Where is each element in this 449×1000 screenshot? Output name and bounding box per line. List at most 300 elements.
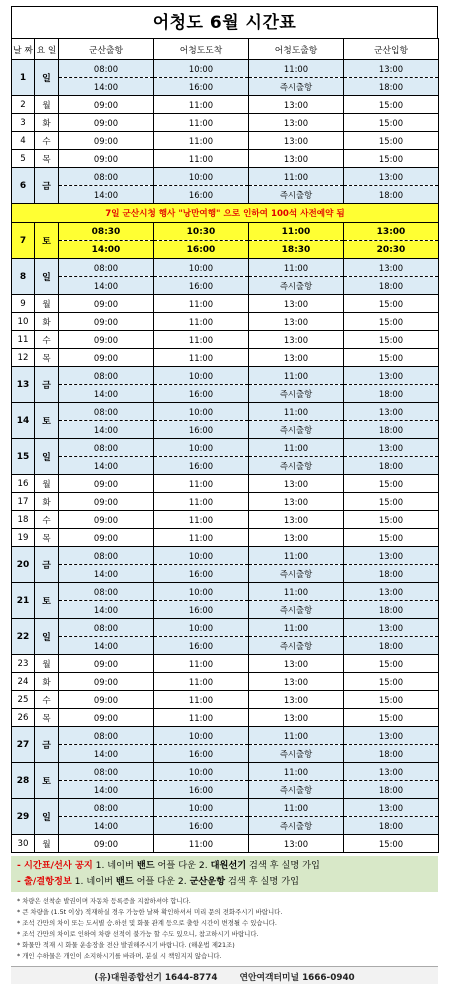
gunsan-depart-time: 08:00 — [59, 727, 154, 745]
eocheongdo-depart-time: 즉시출항 — [249, 457, 344, 475]
promo-band-name: 대원선기 — [210, 860, 247, 871]
promo-text: 검색 후 실명 가입 — [246, 860, 320, 871]
eocheongdo-depart-time: 13:00 — [249, 475, 344, 493]
eocheongdo-arrive-time: 16:00 — [154, 781, 249, 799]
weekday-cell: 금 — [35, 168, 59, 204]
day-cell: 22 — [12, 619, 35, 655]
table-row — [12, 367, 439, 385]
weekday-cell: 토 — [35, 763, 59, 799]
eocheongdo-depart-time: 11:00 — [249, 367, 344, 385]
day-cell: 28 — [12, 763, 35, 799]
table-row — [12, 709, 439, 727]
eocheongdo-arrive-time: 11:00 — [154, 295, 249, 313]
gunsan-arrive-time: 18:00 — [344, 565, 439, 583]
eocheongdo-arrive-time: 10:00 — [154, 727, 249, 745]
table-row — [12, 313, 439, 331]
weekday-cell: 화 — [35, 313, 59, 331]
eocheongdo-arrive-time: 10:00 — [154, 60, 249, 78]
eocheongdo-depart-time: 11:00 — [249, 168, 344, 186]
eocheongdo-depart-time: 13:00 — [249, 511, 344, 529]
eocheongdo-depart-time: 13:00 — [249, 132, 344, 150]
day-cell: 29 — [12, 799, 35, 835]
gunsan-arrive-time: 18:00 — [344, 277, 439, 295]
weekday-cell: 금 — [35, 547, 59, 583]
weekday-cell: 일 — [35, 439, 59, 475]
eocheongdo-arrive-time: 11:00 — [154, 96, 249, 114]
eocheongdo-arrive-time: 16:00 — [154, 817, 249, 835]
weekday-cell: 목 — [35, 709, 59, 727]
gunsan-depart-time: 09:00 — [59, 691, 154, 709]
day-cell: 13 — [12, 367, 35, 403]
weekday-cell: 수 — [35, 511, 59, 529]
day-cell: 4 — [12, 132, 35, 150]
note-line: * 개인 수하물은 개인이 소지하시기를 바라며, 분실 시 책임지지 않습니다. — [17, 952, 222, 960]
table-row — [12, 349, 439, 367]
eocheongdo-arrive-time: 11:00 — [154, 475, 249, 493]
table-row — [12, 583, 439, 601]
eocheongdo-arrive-time: 11:00 — [154, 691, 249, 709]
gunsan-depart-time: 09:00 — [59, 150, 154, 168]
gunsan-depart-time: 08:00 — [59, 403, 154, 421]
table-row — [12, 60, 439, 78]
gunsan-arrive-time: 18:00 — [344, 745, 439, 763]
day-cell: 18 — [12, 511, 35, 529]
weekday-cell: 목 — [35, 349, 59, 367]
eocheongdo-depart-time: 13:00 — [249, 313, 344, 331]
eocheongdo-depart-time: 11:00 — [249, 403, 344, 421]
table-row — [12, 781, 439, 799]
eocheongdo-depart-time: 13:00 — [249, 493, 344, 511]
note-line: * 차량은 선착순 발권이며 자동차 등록증을 지참하셔야 합니다. — [17, 897, 191, 905]
gunsan-depart-time: 14:00 — [59, 457, 154, 475]
table-row — [12, 150, 439, 168]
table-row — [12, 637, 439, 655]
gunsan-arrive-time: 15:00 — [344, 709, 439, 727]
day-cell: 30 — [12, 835, 35, 853]
note-line: * 큰 차량을 (1.5t 이상) 적재하실 경우 가능한 날짜 확인하셔서 미리 문의 전화주시기 바랍니다. — [17, 908, 283, 916]
gunsan-arrive-time: 15:00 — [344, 150, 439, 168]
eocheongdo-arrive-time: 11:00 — [154, 349, 249, 367]
weekday-cell: 목 — [35, 529, 59, 547]
note-line: * 조석 간만의 차이로 인하여 차량 선적이 불가능 할 수도 있으니, 참고하시기 바랍니다. — [17, 930, 259, 938]
day-cell: 11 — [12, 331, 35, 349]
weekday-cell: 토 — [35, 223, 59, 259]
eocheongdo-depart-time: 13:00 — [249, 709, 344, 727]
gunsan-depart-time: 14:00 — [59, 637, 154, 655]
day-cell: 26 — [12, 709, 35, 727]
weekday-cell: 일 — [35, 60, 59, 96]
eocheongdo-arrive-time: 16:00 — [154, 78, 249, 96]
eocheongdo-arrive-time: 10:00 — [154, 763, 249, 781]
gunsan-arrive-time: 18:00 — [344, 601, 439, 619]
eocheongdo-arrive-time: 10:00 — [154, 619, 249, 637]
weekday-cell: 토 — [35, 403, 59, 439]
gunsan-depart-time: 09:00 — [59, 493, 154, 511]
gunsan-depart-time: 09:00 — [59, 475, 154, 493]
gunsan-arrive-time: 15:00 — [344, 349, 439, 367]
weekday-cell: 월 — [35, 475, 59, 493]
weekday-cell: 월 — [35, 96, 59, 114]
day-cell: 23 — [12, 655, 35, 673]
gunsan-depart-time: 08:00 — [59, 763, 154, 781]
weekday-cell: 화 — [35, 493, 59, 511]
day-cell: 14 — [12, 403, 35, 439]
gunsan-arrive-time: 18:00 — [344, 637, 439, 655]
eocheongdo-arrive-time: 11:00 — [154, 835, 249, 853]
gunsan-depart-time: 08:00 — [59, 60, 154, 78]
table-row — [12, 727, 439, 745]
day-cell: 3 — [12, 114, 35, 132]
gunsan-arrive-time: 15:00 — [344, 475, 439, 493]
eocheongdo-arrive-time: 11:00 — [154, 511, 249, 529]
day-cell: 5 — [12, 150, 35, 168]
promo-text: 검색 후 실명 가입 — [225, 876, 299, 887]
eocheongdo-depart-time: 11:00 — [249, 763, 344, 781]
company-contact: (유)대원종합선기 1644-8774 — [94, 973, 218, 983]
table-row — [12, 601, 439, 619]
eocheongdo-depart-time: 13:00 — [249, 529, 344, 547]
gunsan-arrive-time: 18:00 — [344, 817, 439, 835]
table-header-row — [12, 39, 439, 60]
gunsan-depart-time: 09:00 — [59, 673, 154, 691]
table-row — [12, 691, 439, 709]
gunsan-depart-time: 14:00 — [59, 385, 154, 403]
table-row — [12, 529, 439, 547]
header-gunsan-arrive: 군산입항 — [344, 39, 439, 60]
day-cell: 8 — [12, 259, 35, 295]
gunsan-arrive-time: 15:00 — [344, 511, 439, 529]
gunsan-arrive-time: 15:00 — [344, 114, 439, 132]
gunsan-depart-time: 09:00 — [59, 709, 154, 727]
promo-label-status: - 출/결항정보 — [17, 876, 72, 887]
gunsan-arrive-time: 13:00 — [344, 168, 439, 186]
table-row — [12, 241, 439, 259]
gunsan-depart-time: 08:00 — [59, 619, 154, 637]
eocheongdo-arrive-time: 10:00 — [154, 168, 249, 186]
gunsan-arrive-time: 13:00 — [344, 259, 439, 277]
gunsan-arrive-time: 15:00 — [344, 691, 439, 709]
eocheongdo-depart-time: 13:00 — [249, 114, 344, 132]
eocheongdo-arrive-time: 10:00 — [154, 367, 249, 385]
table-row — [12, 547, 439, 565]
table-row — [12, 132, 439, 150]
gunsan-depart-time: 09:00 — [59, 132, 154, 150]
gunsan-depart-time: 09:00 — [59, 835, 154, 853]
eocheongdo-depart-time: 13:00 — [249, 655, 344, 673]
eocheongdo-depart-time: 즉시출항 — [249, 78, 344, 96]
eocheongdo-arrive-time: 11:00 — [154, 313, 249, 331]
gunsan-arrive-time: 13:00 — [344, 727, 439, 745]
table-row — [12, 763, 439, 781]
timetable — [11, 38, 439, 853]
gunsan-arrive-time: 15:00 — [344, 331, 439, 349]
gunsan-arrive-time: 15:00 — [344, 96, 439, 114]
gunsan-depart-time: 09:00 — [59, 331, 154, 349]
day-cell: 19 — [12, 529, 35, 547]
terminal-contact: 연안여객터미널 1666-0940 — [239, 973, 355, 983]
promo-line-schedule — [17, 858, 432, 874]
eocheongdo-depart-time: 18:30 — [249, 241, 344, 259]
eocheongdo-depart-time: 13:00 — [249, 331, 344, 349]
day-cell: 10 — [12, 313, 35, 331]
eocheongdo-arrive-time: 10:00 — [154, 439, 249, 457]
eocheongdo-depart-time: 즉시출항 — [249, 421, 344, 439]
eocheongdo-depart-time: 13:00 — [249, 295, 344, 313]
gunsan-depart-time: 09:00 — [59, 96, 154, 114]
table-row — [12, 817, 439, 835]
table-row — [12, 277, 439, 295]
table-row — [12, 168, 439, 186]
gunsan-arrive-time: 18:00 — [344, 457, 439, 475]
day-cell: 20 — [12, 547, 35, 583]
gunsan-depart-time: 09:00 — [59, 349, 154, 367]
eocheongdo-arrive-time: 11:00 — [154, 150, 249, 168]
notice-text: 7일 군산시청 행사 "낭만여행" 으로 인하여 100석 사전예약 됨 — [12, 204, 439, 223]
eocheongdo-depart-time: 즉시출항 — [249, 385, 344, 403]
eocheongdo-depart-time: 즉시출항 — [249, 186, 344, 204]
gunsan-depart-time: 09:00 — [59, 529, 154, 547]
weekday-cell: 수 — [35, 331, 59, 349]
weekday-cell: 수 — [35, 691, 59, 709]
eocheongdo-depart-time: 13:00 — [249, 349, 344, 367]
eocheongdo-arrive-time: 10:00 — [154, 259, 249, 277]
gunsan-depart-time: 09:00 — [59, 114, 154, 132]
promo-band: 밴드 — [115, 876, 134, 887]
eocheongdo-arrive-time: 16:00 — [154, 186, 249, 204]
day-cell: 7 — [12, 223, 35, 259]
table-row — [12, 673, 439, 691]
eocheongdo-arrive-time: 11:00 — [154, 331, 249, 349]
eocheongdo-arrive-time: 11:00 — [154, 529, 249, 547]
gunsan-arrive-time: 13:00 — [344, 60, 439, 78]
eocheongdo-depart-time: 13:00 — [249, 150, 344, 168]
timetable-body — [12, 60, 439, 853]
eocheongdo-depart-time: 13:00 — [249, 835, 344, 853]
gunsan-depart-time: 14:00 — [59, 817, 154, 835]
promo-box — [11, 856, 438, 892]
promo-label-schedule: - 시간표/선사 공지 — [17, 860, 93, 871]
eocheongdo-arrive-time: 16:00 — [154, 637, 249, 655]
gunsan-depart-time: 08:00 — [59, 583, 154, 601]
day-cell: 12 — [12, 349, 35, 367]
day-cell: 15 — [12, 439, 35, 475]
gunsan-arrive-time: 18:00 — [344, 421, 439, 439]
notes — [11, 896, 438, 962]
eocheongdo-arrive-time: 11:00 — [154, 493, 249, 511]
table-row — [12, 114, 439, 132]
table-row — [12, 457, 439, 475]
gunsan-depart-time: 09:00 — [59, 313, 154, 331]
eocheongdo-arrive-time: 10:00 — [154, 547, 249, 565]
gunsan-arrive-time: 13:00 — [344, 799, 439, 817]
eocheongdo-arrive-time: 11:00 — [154, 655, 249, 673]
day-cell: 25 — [12, 691, 35, 709]
table-row — [12, 655, 439, 673]
gunsan-arrive-time: 18:00 — [344, 385, 439, 403]
promo-text: 어플 다운 2. — [154, 860, 211, 871]
day-cell: 17 — [12, 493, 35, 511]
table-row — [12, 385, 439, 403]
table-row — [12, 223, 439, 241]
eocheongdo-arrive-time: 11:00 — [154, 673, 249, 691]
header-eocheongdo-depart: 어청도출항 — [249, 39, 344, 60]
gunsan-arrive-time: 15:00 — [344, 673, 439, 691]
gunsan-depart-time: 14:00 — [59, 781, 154, 799]
eocheongdo-depart-time: 즉시출항 — [249, 745, 344, 763]
eocheongdo-depart-time: 13:00 — [249, 96, 344, 114]
table-row — [12, 799, 439, 817]
table-row — [12, 331, 439, 349]
gunsan-depart-time: 09:00 — [59, 295, 154, 313]
gunsan-depart-time: 14:00 — [59, 745, 154, 763]
page-title: 어청도 6월 시간표 — [11, 6, 438, 38]
gunsan-arrive-time: 13:00 — [344, 763, 439, 781]
eocheongdo-arrive-time: 10:00 — [154, 403, 249, 421]
table-row — [12, 511, 439, 529]
table-row — [12, 835, 439, 853]
day-cell: 1 — [12, 60, 35, 96]
note-line: * 화물만 적재 시 화물 운송장을 전산 발권해주시기 바랍니다. (해운법 제21조) — [17, 941, 235, 949]
gunsan-depart-time: 08:00 — [59, 547, 154, 565]
table-row — [12, 421, 439, 439]
eocheongdo-arrive-time: 11:00 — [154, 709, 249, 727]
eocheongdo-depart-time: 11:00 — [249, 799, 344, 817]
weekday-cell: 금 — [35, 727, 59, 763]
weekday-cell: 토 — [35, 583, 59, 619]
table-row — [12, 745, 439, 763]
promo-text: 어플 다운 2. — [133, 876, 190, 887]
eocheongdo-arrive-time: 10:00 — [154, 799, 249, 817]
day-cell: 21 — [12, 583, 35, 619]
weekday-cell: 월 — [35, 655, 59, 673]
eocheongdo-depart-time: 즉시출항 — [249, 817, 344, 835]
gunsan-arrive-time: 13:00 — [344, 439, 439, 457]
table-row — [12, 78, 439, 96]
gunsan-arrive-time: 13:00 — [344, 367, 439, 385]
gunsan-arrive-time: 13:00 — [344, 403, 439, 421]
table-row — [12, 259, 439, 277]
gunsan-depart-time: 14:00 — [59, 78, 154, 96]
table-row — [12, 565, 439, 583]
gunsan-depart-time: 14:00 — [59, 277, 154, 295]
eocheongdo-depart-time: 즉시출항 — [249, 565, 344, 583]
eocheongdo-depart-time: 11:00 — [249, 727, 344, 745]
eocheongdo-depart-time: 즉시출항 — [249, 601, 344, 619]
weekday-cell: 목 — [35, 150, 59, 168]
eocheongdo-depart-time: 즉시출항 — [249, 637, 344, 655]
eocheongdo-arrive-time: 10:00 — [154, 583, 249, 601]
weekday-cell: 금 — [35, 367, 59, 403]
gunsan-depart-time: 08:00 — [59, 439, 154, 457]
eocheongdo-depart-time: 11:00 — [249, 619, 344, 637]
gunsan-arrive-time: 15:00 — [344, 835, 439, 853]
weekday-cell: 일 — [35, 619, 59, 655]
note-line: * 조석 간만의 차이 또는 도서별 승.하선 및 화물 관계 등으로 출항 시간이 변경될 수 있습니다. — [17, 919, 277, 927]
gunsan-depart-time: 09:00 — [59, 655, 154, 673]
gunsan-depart-time: 08:00 — [59, 168, 154, 186]
gunsan-depart-time: 08:00 — [59, 367, 154, 385]
eocheongdo-depart-time: 11:00 — [249, 259, 344, 277]
promo-line-status — [17, 874, 432, 890]
gunsan-arrive-time: 15:00 — [344, 295, 439, 313]
weekday-cell: 월 — [35, 295, 59, 313]
weekday-cell: 화 — [35, 673, 59, 691]
eocheongdo-arrive-time: 11:00 — [154, 114, 249, 132]
table-row — [12, 295, 439, 313]
eocheongdo-depart-time: 13:00 — [249, 673, 344, 691]
eocheongdo-arrive-time: 16:00 — [154, 457, 249, 475]
day-cell: 24 — [12, 673, 35, 691]
eocheongdo-depart-time: 11:00 — [249, 583, 344, 601]
promo-text: 1. 네이버 — [92, 860, 137, 871]
eocheongdo-arrive-time: 16:00 — [154, 277, 249, 295]
eocheongdo-arrive-time: 16:00 — [154, 745, 249, 763]
gunsan-depart-time: 09:00 — [59, 511, 154, 529]
eocheongdo-depart-time: 11:00 — [249, 547, 344, 565]
promo-band-name: 군산운항 — [189, 876, 226, 887]
eocheongdo-depart-time: 즉시출항 — [249, 277, 344, 295]
eocheongdo-arrive-time: 10:30 — [154, 223, 249, 241]
weekday-cell: 수 — [35, 132, 59, 150]
eocheongdo-depart-time: 즉시출항 — [249, 781, 344, 799]
gunsan-arrive-time: 18:00 — [344, 186, 439, 204]
day-cell: 2 — [12, 96, 35, 114]
gunsan-depart-time: 08:00 — [59, 259, 154, 277]
eocheongdo-arrive-time: 16:00 — [154, 385, 249, 403]
day-cell: 6 — [12, 168, 35, 204]
gunsan-arrive-time: 15:00 — [344, 655, 439, 673]
table-row — [12, 186, 439, 204]
gunsan-arrive-time: 15:00 — [344, 529, 439, 547]
promo-text: 1. 네이버 — [71, 876, 116, 887]
gunsan-arrive-time: 13:00 — [344, 619, 439, 637]
eocheongdo-depart-time: 11:00 — [249, 439, 344, 457]
gunsan-depart-time: 08:30 — [59, 223, 154, 241]
eocheongdo-depart-time: 11:00 — [249, 223, 344, 241]
gunsan-arrive-time: 15:00 — [344, 313, 439, 331]
gunsan-depart-time: 14:00 — [59, 186, 154, 204]
gunsan-arrive-time: 13:00 — [344, 583, 439, 601]
eocheongdo-arrive-time: 16:00 — [154, 565, 249, 583]
contact-footer — [11, 966, 438, 984]
promo-band: 밴드 — [136, 860, 155, 871]
gunsan-depart-time: 14:00 — [59, 241, 154, 259]
gunsan-arrive-time: 20:30 — [344, 241, 439, 259]
gunsan-depart-time: 14:00 — [59, 421, 154, 439]
weekday-cell: 일 — [35, 799, 59, 835]
gunsan-arrive-time: 13:00 — [344, 223, 439, 241]
eocheongdo-arrive-time: 11:00 — [154, 132, 249, 150]
gunsan-arrive-time: 18:00 — [344, 78, 439, 96]
eocheongdo-arrive-time: 16:00 — [154, 421, 249, 439]
eocheongdo-depart-time: 11:00 — [249, 60, 344, 78]
header-weekday: 요 일 — [35, 39, 59, 60]
weekday-cell: 화 — [35, 114, 59, 132]
day-cell: 27 — [12, 727, 35, 763]
table-row — [12, 475, 439, 493]
gunsan-arrive-time: 18:00 — [344, 781, 439, 799]
header-date: 날 짜 — [12, 39, 35, 60]
gunsan-depart-time: 14:00 — [59, 601, 154, 619]
table-row — [12, 96, 439, 114]
header-eocheongdo-arrive: 어청도도착 — [154, 39, 249, 60]
gunsan-depart-time: 14:00 — [59, 565, 154, 583]
notice-row — [12, 204, 439, 223]
gunsan-depart-time: 08:00 — [59, 799, 154, 817]
table-row — [12, 619, 439, 637]
weekday-cell: 일 — [35, 259, 59, 295]
eocheongdo-depart-time: 13:00 — [249, 691, 344, 709]
